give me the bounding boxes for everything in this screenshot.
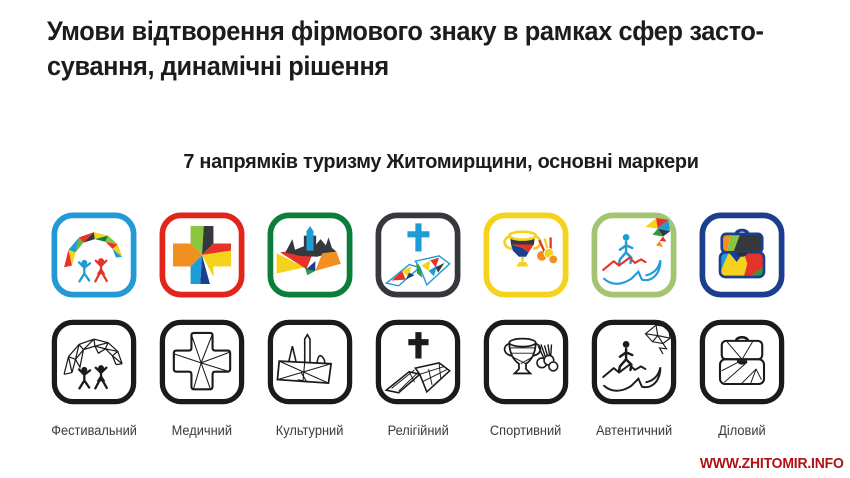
sport-outline-icon bbox=[482, 318, 570, 406]
website-watermark: WWW.ZHITOMIR.INFO bbox=[700, 455, 844, 472]
title-line-2: сування, динамічні рішення bbox=[47, 51, 389, 82]
religious-outline-icon bbox=[374, 318, 462, 406]
icon-label-cultural: Культурний bbox=[276, 423, 344, 438]
icon-label-medical: Медичний bbox=[171, 423, 233, 438]
festival-color-icon bbox=[50, 211, 138, 299]
festival-outline-cell bbox=[50, 318, 138, 406]
authentic-color-cell bbox=[590, 211, 678, 299]
page-subtitle: 7 напрямків туризму Житомирщини, основні маркери bbox=[183, 150, 699, 173]
cultural-color-icon bbox=[266, 211, 354, 299]
medical-outline-icon bbox=[158, 318, 246, 406]
business-color-cell bbox=[698, 211, 786, 299]
authentic-outline-icon bbox=[590, 318, 678, 406]
page-title bbox=[47, 14, 764, 84]
icon-label-business: Діловий bbox=[718, 423, 766, 438]
festival-outline-icon bbox=[50, 318, 138, 406]
festival-color-cell bbox=[50, 211, 138, 299]
authentic-color-icon bbox=[590, 211, 678, 299]
icon-label-authentic: Автентичний bbox=[595, 423, 673, 438]
medical-color-cell bbox=[158, 211, 246, 299]
icon-label-sport: Спортивний bbox=[490, 423, 562, 438]
religious-color-icon bbox=[374, 211, 462, 299]
cultural-outline-cell bbox=[266, 318, 354, 406]
sport-color-cell bbox=[482, 211, 570, 299]
business-outline-cell bbox=[698, 318, 786, 406]
religious-outline-cell bbox=[374, 318, 462, 406]
authentic-outline-cell bbox=[590, 318, 678, 406]
cultural-outline-icon bbox=[266, 318, 354, 406]
business-color-icon bbox=[698, 211, 786, 299]
cultural-color-cell bbox=[266, 211, 354, 299]
medical-outline-cell bbox=[158, 318, 246, 406]
icon-grid bbox=[40, 211, 796, 438]
business-outline-icon bbox=[698, 318, 786, 406]
icon-label-religious: Релігійний bbox=[387, 423, 449, 438]
title-line-1: Умови відтворення фірмового знаку в рамках сфер засто- bbox=[47, 16, 764, 46]
sport-color-icon bbox=[482, 211, 570, 299]
religious-color-cell bbox=[374, 211, 462, 299]
medical-color-icon bbox=[158, 211, 246, 299]
sport-outline-cell bbox=[482, 318, 570, 406]
icon-label-festival: Фестивальний bbox=[51, 423, 137, 438]
